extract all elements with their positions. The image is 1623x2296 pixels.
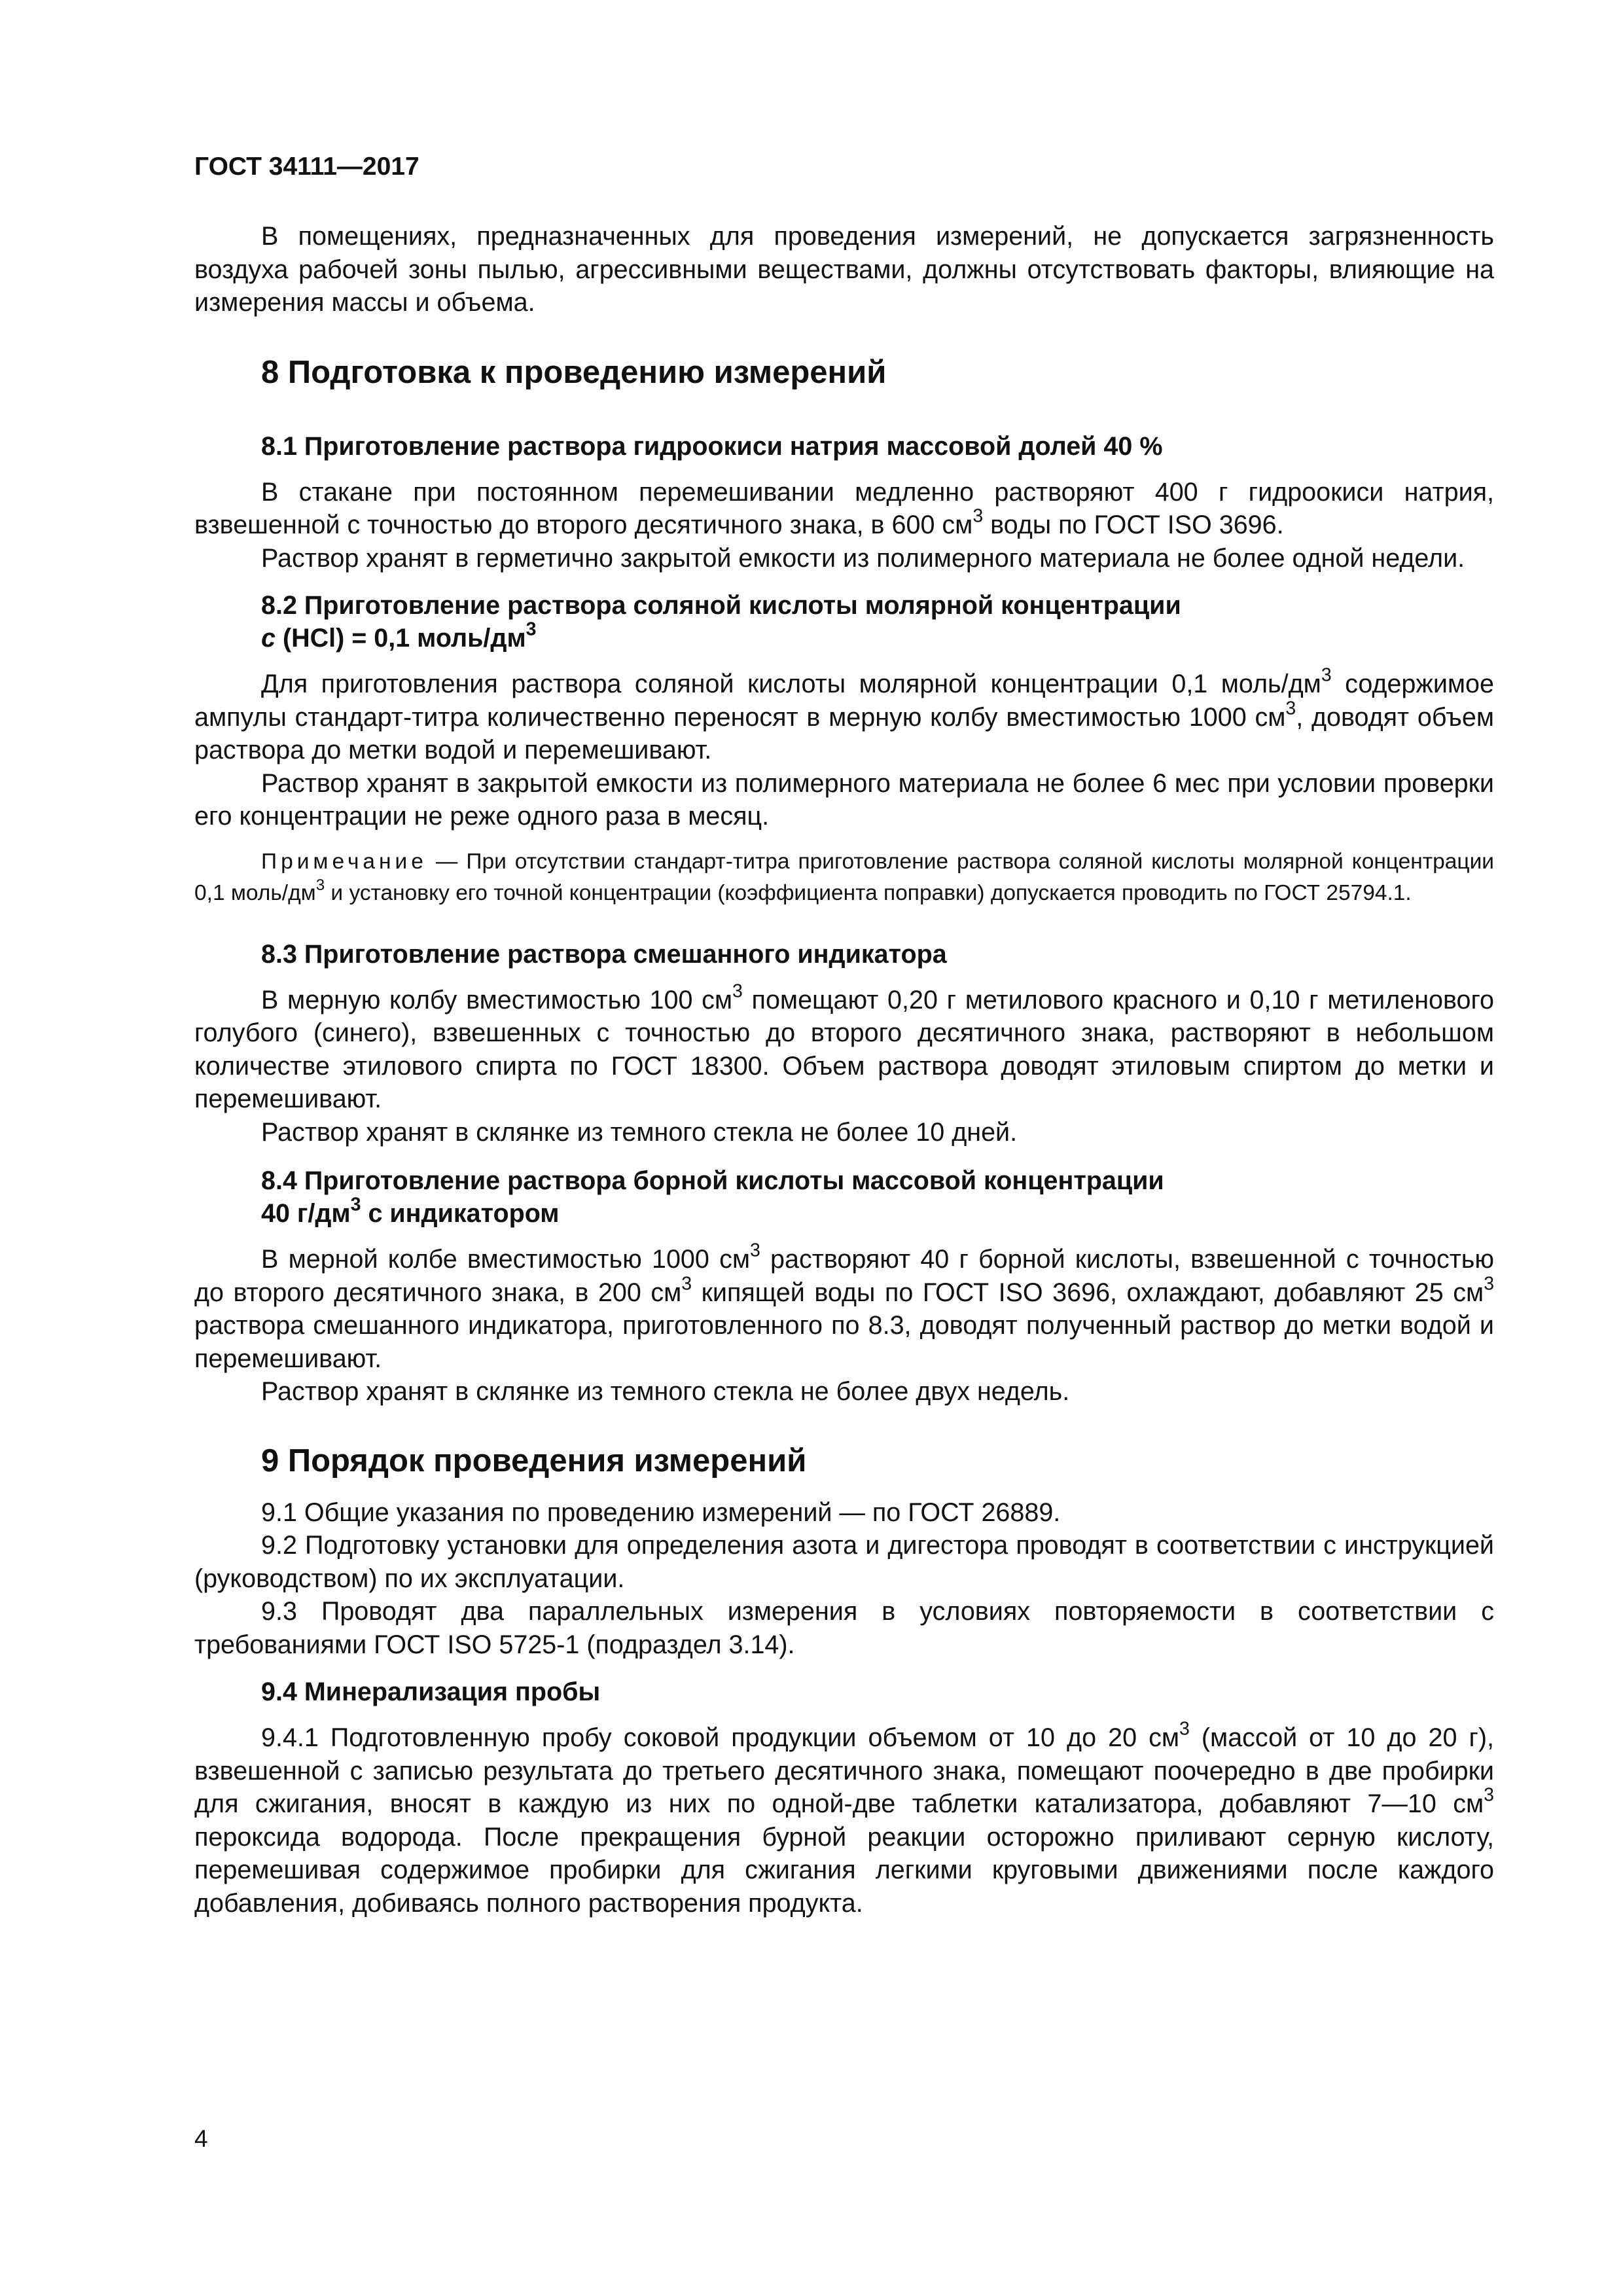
subsection-8-1-paragraph-2: Раствор хранят в герметично закрытой емкости из полимерного материала не более одной недели. <box>261 543 1465 573</box>
note-label: Примечание <box>261 849 427 874</box>
section-9-paragraph-3: 9.3 Проводят два параллельных измерения в условиях повторяемости в соответствии с требованиями ГОСТ ISO 5725-1 (подраздел 3.14). <box>194 1597 1494 1659</box>
subsection-8-2-paragraph-1: Для приготовления раствора соляной кислоты молярной концентрации 0,1 моль/$дм^3$ содержимое ампулы стандарт-титра количественно переносят в мерную колбу вместимостью 1000 $см^3$, доводят объем раствора до метки водой и перемешивают. <box>194 664 1494 764</box>
document-body <box>194 220 1494 1920</box>
subsection-9-4-paragraph-1: 9.4.1 Подготовленную пробу соковой продукции объемом от 10 до 20 $см^3$ (массой от 10 до 20 г), взвешенной с записью результата до третьего десятичного знака, помещают поочередно в две пробирки для сжигания, вносят в каждую из них по одной-две таблетки катализатора, добавляют 7—10 $см^3$ пероксида водорода. После прекращения бурной реакции осторожно приливают серную кислоту, перемешивая содержимое пробирки для сжигания легкими круговыми движениями после каждого добавления, добиваясь полного растворения продукта. <box>194 1718 1494 1918</box>
subsection-8-4-heading-line-2: 40 $г/дм^3$ с индикатором <box>261 1194 560 1228</box>
subsection-8-1-heading: 8.1 Приготовление раствора гидроокиси натрия массовой долей 40 % <box>261 431 1163 461</box>
document-header: ГОСТ 34111—2017 <box>194 152 419 181</box>
subsection-8-2-heading <box>194 589 1494 655</box>
subsection-8-3-paragraph-1: В мерную колбу вместимостью 100 $см^3$ помещают 0,20 г метилового красного и 0,10 г метиленового голубого (синего), взвешенных с точностью до второго десятичного знака, растворяют в небольшом количестве этилового спирта по ГОСТ 18300. Объем раствора доводят этиловым спиртом до метки и перемешивают. <box>194 980 1495 1113</box>
subsection-8-4-paragraph-2: Раствор хранят в склянке из темного стекла не более двух недель. <box>261 1377 1070 1406</box>
page-number: 4 <box>194 2125 208 2152</box>
subsection-8-3-heading: 8.3 Приготовление раствора смешанного индикатора <box>261 939 947 969</box>
subsection-8-4-heading <box>194 1164 1494 1230</box>
subsection-8-2-paragraph-2: Раствор хранят в закрытой емкости из полимерного материала не более 6 мес при условии проверки его концентрации не реже одного раза в месяц. <box>194 768 1494 831</box>
intro-paragraph: В помещениях, предназначенных для проведения измерений, не допускается загрязненность воздуха рабочей зоны пылью, агрессивными веществами, должны отсутствовать факторы, влияющие на измерения массы и объема. <box>194 222 1494 317</box>
subsection-8-4-paragraph-1: В мерной колбе вместимостью 1000 $см^3$ растворяют 40 г борной кислоты, взвешенной с точностью до второго десятичного знака, в 200 $см^3$ кипящей воды по ГОСТ ISO 3696, охлаждают, добавляют 25 $см^3$ раствора смешанного индикатора, приготовленного по 8.3, доводят полученный раствор до метки водой и перемешивают. <box>194 1240 1495 1373</box>
subsection-8-4-heading-line-1: 8.4 Приготовление раствора борной кислоты массовой концентрации <box>261 1166 1164 1195</box>
subsection-8-2-note: Примечание — При отсутствии стандарт-титра приготовление раствора соляной кислоты молярной концентрации 0,1 моль/$дм^3$ и установку его точной концентрации (коэффициента поправки) допускается проводить по ГОСТ 25794.1. <box>194 849 1494 905</box>
subsection-8-2-heading-line-2: с (HCl) = 0,1 моль/$дм^3$ <box>261 619 537 653</box>
section-9-paragraph-2: 9.2 Подготовку установки для определения азота и дигестора проводят в соответствии с инструкцией (руководством) по их эксплуатации. <box>194 1531 1494 1593</box>
section-8-heading: 8 Подготовка к проведению измерений <box>261 354 887 390</box>
subsection-8-2-heading-line-1: 8.2 Приготовление раствора соляной кислоты молярной концентрации <box>261 591 1181 620</box>
subsection-8-3-paragraph-2: Раствор хранят в склянке из темного стекла не более 10 дней. <box>261 1117 1018 1147</box>
subsection-9-4-heading: 9.4 Минерализация пробы <box>261 1677 601 1706</box>
section-9-paragraph-1: 9.1 Общие указания по проведению измерений — по ГОСТ 26889. <box>261 1498 1061 1527</box>
section-9-heading: 9 Порядок проведения измерений <box>261 1443 807 1479</box>
subsection-8-1-paragraph-1: В стакане при постоянном перемешивании медленно растворяют 400 г гидроокиси натрия, взвешенной с точностью до второго десятичного знака, в 600 $см^3$ воды по ГОСТ ISO 3696. <box>194 477 1494 539</box>
